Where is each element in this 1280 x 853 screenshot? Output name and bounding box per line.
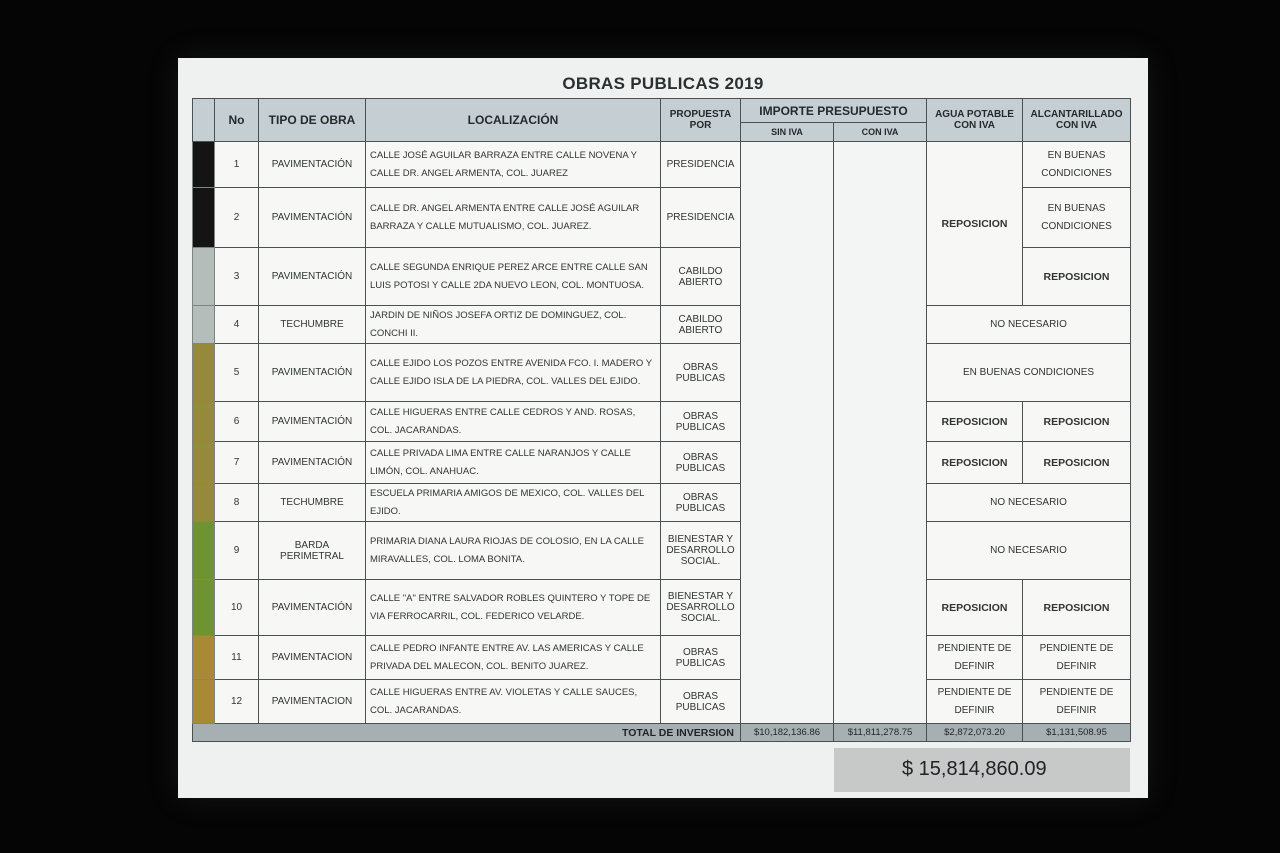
row-color-strip — [193, 306, 215, 344]
row-number: 1 — [215, 142, 259, 188]
total-agua: $2,872,073.20 — [927, 724, 1023, 742]
table-row — [193, 522, 1131, 580]
alcantarillado-status: PENDIENTE DE DEFINIR — [1023, 636, 1131, 680]
row-color-strip — [193, 344, 215, 402]
row-propuesta: OBRAS PUBLICAS — [661, 442, 741, 484]
obras-table — [192, 98, 1131, 742]
projected-slide — [178, 58, 1148, 798]
row-number: 4 — [215, 306, 259, 344]
row-tipo-obra: PAVIMENTACIÓN — [259, 402, 366, 442]
row-tipo-obra: PAVIMENTACIÓN — [259, 344, 366, 402]
row-localizacion: PRIMARIA DIANA LAURA RIOJAS DE COLOSIO, EN LA CALLE MIRAVALLES, COL. LOMA BONITA. — [366, 522, 661, 580]
row-localizacion: CALLE JOSÉ AGUILAR BARRAZA ENTRE CALLE NOVENA Y CALLE DR. ANGEL ARMENTA, COL. JUAREZ — [366, 142, 661, 188]
table-row — [193, 484, 1131, 522]
row-number: 8 — [215, 484, 259, 522]
row-color-strip — [193, 402, 215, 442]
row-localizacion: JARDIN DE NIÑOS JOSEFA ORTIZ DE DOMINGUEZ, COL. CONCHI II. — [366, 306, 661, 344]
agua-status: PENDIENTE DE DEFINIR — [927, 636, 1023, 680]
row-tipo-obra: PAVIMENTACION — [259, 636, 366, 680]
row-number: 6 — [215, 402, 259, 442]
row-localizacion: ESCUELA PRIMARIA AMIGOS DE MEXICO, COL. VALLES DEL EJIDO. — [366, 484, 661, 522]
alcantarillado-status: REPOSICION — [1023, 402, 1131, 442]
row-localizacion: CALLE PRIVADA LIMA ENTRE CALLE NARANJOS Y CALLE LIMÓN, COL. ANAHUAC. — [366, 442, 661, 484]
row-number: 2 — [215, 188, 259, 248]
table-row — [193, 402, 1131, 442]
alcantarillado-status: REPOSICION — [1023, 442, 1131, 484]
row-tipo-obra: PAVIMENTACIÓN — [259, 142, 366, 188]
row-propuesta: OBRAS PUBLICAS — [661, 636, 741, 680]
row-propuesta: CABILDO ABIERTO — [661, 306, 741, 344]
alcantarillado-status: EN BUENAS CONDICIONES — [1023, 142, 1131, 188]
grand-total-box — [834, 748, 1130, 792]
agua-status: REPOSICION — [927, 442, 1023, 484]
agua-status: PENDIENTE DE DEFINIR — [927, 680, 1023, 724]
row-propuesta: OBRAS PUBLICAS — [661, 484, 741, 522]
row-color-strip — [193, 442, 215, 484]
row-localizacion: CALLE HIGUERAS ENTRE CALLE CEDROS Y AND. ROSAS, COL. JACARANDAS. — [366, 402, 661, 442]
total-label: TOTAL DE INVERSION — [193, 724, 741, 742]
row-localizacion: CALLE EJIDO LOS POZOS ENTRE AVENIDA FCO. I. MADERO Y CALLE EJIDO ISLA DE LA PIEDRA, COL. VALLES DEL EJIDO. — [366, 344, 661, 402]
total-alcantarillado: $1,131,508.95 — [1023, 724, 1131, 742]
row-number: 3 — [215, 248, 259, 306]
row-propuesta: PRESIDENCIA — [661, 142, 741, 188]
row-color-strip — [193, 188, 215, 248]
row-color-strip — [193, 248, 215, 306]
grand-total-value: $ 15,814,860.09 — [902, 758, 1047, 780]
row-color-strip — [193, 636, 215, 680]
status-merged: NO NECESARIO — [927, 306, 1131, 344]
row-color-strip — [193, 580, 215, 636]
row-tipo-obra: TECHUMBRE — [259, 484, 366, 522]
row-localizacion: CALLE DR. ANGEL ARMENTA ENTRE CALLE JOSÉ AGUILAR BARRAZA Y CALLE MUTUALISMO, COL. JUAREZ. — [366, 188, 661, 248]
header-alcantarillado: ALCANTARILLADO CON IVA — [1023, 99, 1131, 142]
alcantarillado-status: PENDIENTE DE DEFINIR — [1023, 680, 1131, 724]
row-tipo-obra: PAVIMENTACIÓN — [259, 442, 366, 484]
row-propuesta: OBRAS PUBLICAS — [661, 402, 741, 442]
row-number: 10 — [215, 580, 259, 636]
header-color-strip — [193, 99, 215, 142]
header-importe: IMPORTE PRESUPUESTO — [741, 99, 927, 123]
row-color-strip — [193, 522, 215, 580]
table-row — [193, 344, 1131, 402]
row-propuesta: PRESIDENCIA — [661, 188, 741, 248]
header-localizacion: LOCALIZACIÓN — [366, 99, 661, 142]
importe-sin-iva-blank — [741, 142, 834, 724]
row-propuesta: OBRAS PUBLICAS — [661, 680, 741, 724]
row-number: 9 — [215, 522, 259, 580]
alcantarillado-status: EN BUENAS CONDICIONES — [1023, 188, 1131, 248]
row-propuesta: BIENESTAR Y DESARROLLO SOCIAL. — [661, 580, 741, 636]
row-propuesta: CABILDO ABIERTO — [661, 248, 741, 306]
slide-title: OBRAS PUBLICAS 2019 — [562, 74, 764, 93]
table-row — [193, 442, 1131, 484]
table-body — [193, 142, 1131, 724]
row-number: 12 — [215, 680, 259, 724]
header-sin-iva: SIN IVA — [741, 123, 834, 142]
row-tipo-obra: TECHUMBRE — [259, 306, 366, 344]
table-row — [193, 580, 1131, 636]
row-localizacion: CALLE SEGUNDA ENRIQUE PEREZ ARCE ENTRE CALLE SAN LUIS POTOSI Y CALLE 2DA NUEVO LEON, COL. MONTUOSA. — [366, 248, 661, 306]
row-tipo-obra: BARDA PERIMETRAL — [259, 522, 366, 580]
row-color-strip — [193, 142, 215, 188]
row-tipo-obra: PAVIMENTACIÓN — [259, 580, 366, 636]
row-number: 11 — [215, 636, 259, 680]
table-row — [193, 680, 1131, 724]
row-propuesta: OBRAS PUBLICAS — [661, 344, 741, 402]
row-localizacion: CALLE PEDRO INFANTE ENTRE AV. LAS AMERICAS Y CALLE PRIVADA DEL MALECON, COL. BENITO JUAREZ. — [366, 636, 661, 680]
header-tipo: TIPO DE OBRA — [259, 99, 366, 142]
table-row — [193, 636, 1131, 680]
row-tipo-obra: PAVIMENTACIÓN — [259, 188, 366, 248]
row-number: 5 — [215, 344, 259, 402]
table-row — [193, 142, 1131, 188]
alcantarillado-status: REPOSICION — [1023, 580, 1131, 636]
row-localizacion: CALLE "A" ENTRE SALVADOR ROBLES QUINTERO Y TOPE DE VIA FERROCARRIL, COL. FEDERICO VELARDE. — [366, 580, 661, 636]
status-merged: EN BUENAS CONDICIONES — [927, 344, 1131, 402]
header-con-iva: CON IVA — [834, 123, 927, 142]
row-tipo-obra: PAVIMENTACION — [259, 680, 366, 724]
alcantarillado-status: REPOSICION — [1023, 248, 1131, 306]
status-merged: NO NECESARIO — [927, 522, 1131, 580]
row-propuesta: BIENESTAR Y DESARROLLO SOCIAL. — [661, 522, 741, 580]
total-con-iva: $11,811,278.75 — [834, 724, 927, 742]
agua-status: REPOSICION — [927, 580, 1023, 636]
total-sin-iva: $10,182,136.86 — [741, 724, 834, 742]
row-color-strip — [193, 484, 215, 522]
header-no: No — [215, 99, 259, 142]
header-propuesta: PROPUESTA POR — [661, 99, 741, 142]
row-number: 7 — [215, 442, 259, 484]
agua-status-merged: REPOSICION — [927, 142, 1023, 306]
status-merged: NO NECESARIO — [927, 484, 1131, 522]
header-agua: AGUA POTABLE CON IVA — [927, 99, 1023, 142]
row-color-strip — [193, 680, 215, 724]
table-row — [193, 306, 1131, 344]
importe-con-iva-blank — [834, 142, 927, 724]
agua-status: REPOSICION — [927, 402, 1023, 442]
row-localizacion: CALLE HIGUERAS ENTRE AV. VIOLETAS Y CALLE SAUCES, COL. JACARANDAS. — [366, 680, 661, 724]
row-tipo-obra: PAVIMENTACIÓN — [259, 248, 366, 306]
